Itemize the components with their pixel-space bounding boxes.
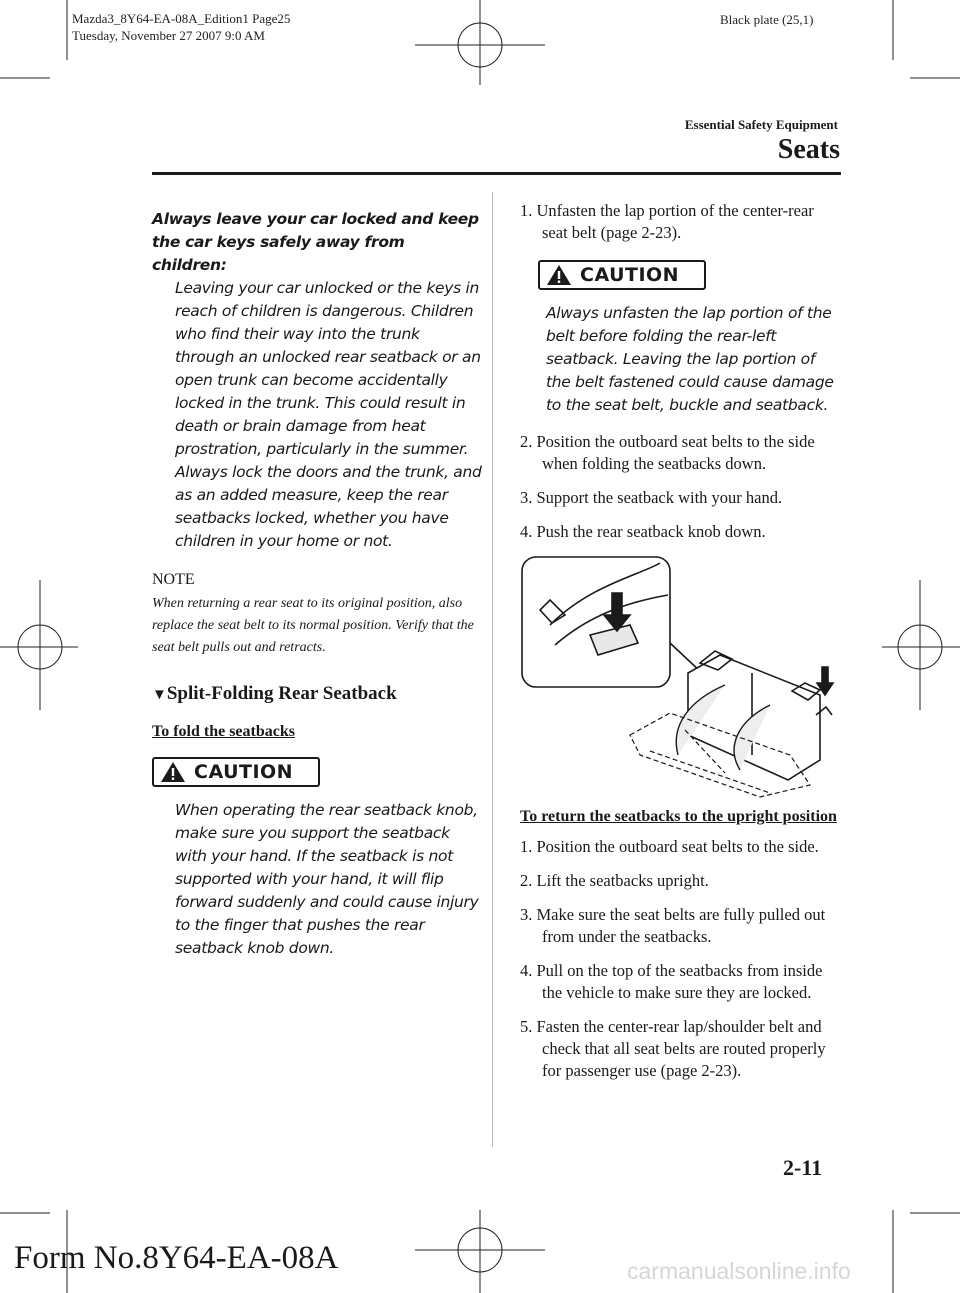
section-heading (152, 683, 482, 705)
note-heading: NOTE (152, 571, 195, 588)
section-title: Seats (777, 134, 840, 165)
caution-text: When operating the rear seatback knob, make sure you support the seatback with your hand. If the seatback is not supported with your hand, it will flip forward suddenly and could cause injury to the finger that pushes the rear seatback knob down. (175, 801, 479, 957)
left-column (152, 208, 482, 960)
heading-marker-icon: ▼ (152, 687, 167, 703)
fold-step-3: 3. Support the seatback with your hand. (520, 488, 783, 507)
fold-subheading: To fold the seatbacks (152, 723, 295, 740)
caution-label: CAUTION (194, 761, 294, 783)
section-label: Essential Safety Equipment (684, 117, 838, 132)
rear-seat-illustration (520, 555, 840, 800)
watermark: carmanualsonline.info (627, 1258, 851, 1284)
right-column (520, 200, 840, 1094)
fold-step-1: 1. Unfasten the lap portion of the center-rear seat belt (page 2-23). (520, 201, 814, 242)
warning-triangle-icon (160, 761, 186, 783)
warning-triangle-icon (546, 264, 572, 286)
return-subheading: To return the seatbacks to the upright position (520, 808, 837, 825)
black-plate-label: Black plate (25,1) (720, 12, 814, 27)
caution-label-box (152, 757, 320, 787)
header-rule (152, 172, 841, 175)
fold-step-2: 2. Position the outboard seat belts to the side when folding the seatbacks down. (520, 432, 815, 473)
return-step-5: 5. Fasten the center-rear lap/shoulder belt and check that all seat belts are routed properly for passenger use (page 2-23). (520, 1017, 826, 1080)
return-step-1: 1. Position the outboard seat belts to the side. (520, 837, 819, 856)
return-step-4: 4. Pull on the top of the seatbacks from inside the vehicle to make sure they are locked. (520, 961, 823, 1002)
warning-body: Leaving your car unlocked or the keys in reach of children is dangerous. Children who find their way into the trunk through an unlocked rear seatback or an open trunk can become accidentally locked in the trunk. This could result in death or brain damage from heat prostration, particularly in the summer. Always lock the doors and the trunk, and as an added measure, keep the rear seatbacks locked, whether you have children in your home or not. (175, 279, 482, 550)
slug-line-2: Tuesday, November 27 2007 9:0 AM (72, 28, 265, 43)
caution-label-box-2 (538, 260, 706, 290)
note-text: When returning a rear seat to its original position, also replace the seat belt to its normal position. Verify that the seat belt pulls out and retracts. (152, 596, 474, 655)
caution-text-2: Always unfasten the lap portion of the belt before folding the rear-left seatback. Leaving the lap portion of the belt fastened could cause damage to the seat belt, buckle and seatback. (546, 304, 834, 414)
slug-line-1: Mazda3_8Y64-EA-08A_Edition1 Page25 (72, 11, 291, 26)
return-step-3: 3. Make sure the seat belts are fully pulled out from under the seatbacks. (520, 905, 826, 946)
warning-heading: Always leave your car locked and keep the car keys safely away from children: (152, 210, 479, 274)
form-number: Form No.8Y64-EA-08A (14, 1240, 339, 1276)
page-number: 2-11 (783, 1155, 823, 1180)
return-step-2: 2. Lift the seatbacks upright. (520, 871, 709, 890)
fold-step-4: 4. Push the rear seatback knob down. (520, 522, 766, 541)
section-heading-text: Split-Folding Rear Seatback (166, 683, 397, 704)
column-divider (492, 192, 493, 1147)
caution-label-2: CAUTION (580, 264, 680, 286)
